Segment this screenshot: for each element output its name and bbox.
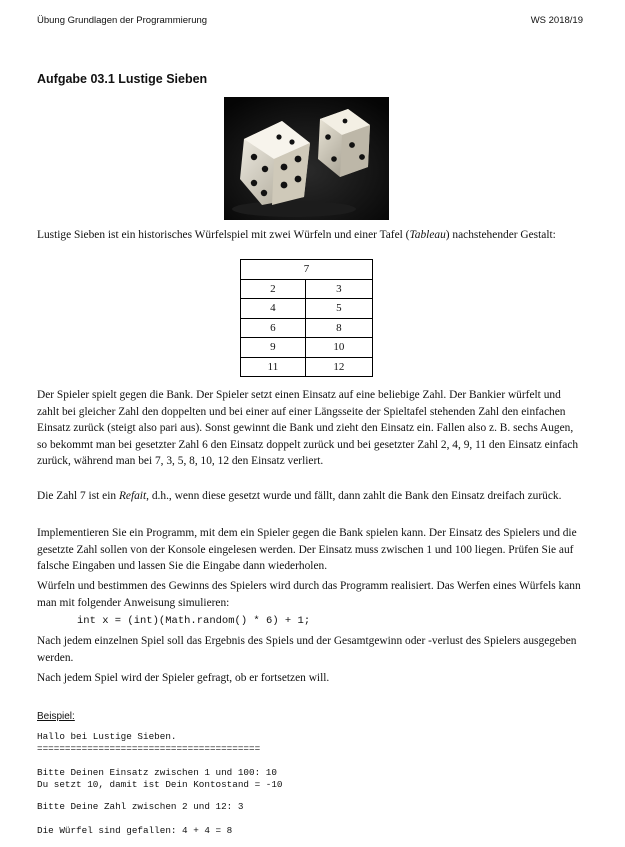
- intro-paragraph: Lustige Sieben ist ein historisches Würfelspiel mit zwei Würfeln und einer Tafel (Tableau) nachstehender Gestalt:: [37, 229, 556, 241]
- example-label: Beispiel:: [37, 711, 75, 722]
- tableau-cell: 4: [241, 299, 306, 319]
- tableau-top-row: [241, 260, 373, 280]
- console-line: Bitte Deine Zahl zwischen 2 und 12: 3: [37, 801, 244, 812]
- tableau-cell: 3: [305, 279, 372, 299]
- tableau-row: [241, 318, 373, 338]
- dice-image: [224, 97, 389, 220]
- task-title: Aufgabe 03.1 Lustige Sieben: [37, 72, 208, 86]
- console-line: Hallo bei Lustige Sieben.: [37, 731, 177, 742]
- tableau-table: [240, 259, 373, 377]
- code-snippet: int x = (int)(Math.random() * 6) + 1;: [77, 615, 311, 627]
- tableau-cell: 6: [241, 318, 306, 338]
- result-paragraph: Nach jedem einzelnen Spiel soll das Ergebnis des Spiels und der Gesamtgewinn oder -verlust des Spielers ausgegeben werden.: [37, 635, 577, 664]
- console-line: ========================================: [37, 743, 261, 754]
- console-line: Die Würfel sind gefallen: 4 + 4 = 8: [37, 825, 233, 836]
- tableau-row: [241, 338, 373, 358]
- rules-paragraph: Der Spieler spielt gegen die Bank. Der Spieler setzt einen Einsatz auf eine beliebige Zahl. Der Bankier würfelt und zahlt bei gleicher Zahl den doppelten und bei einer auf einer Längsseite der Spieltafel stehenden Zahl den einfachen Einsatz zurück (steigt also pari aus). Sonst gewinnt die Bank und zieht den Einsatz ein. Fallen also z. B. sechs Augen, so bekommt man bei gesetzter Zahl 6 den Einsatz doppelt zurück und bei gesetzter Zahl 2, 4, 9, 11 den Einsatz einfach zurück, während man bei 7, 3, 5, 8, 10, 12 den Einsatz verliert.: [37, 389, 579, 468]
- tableau-row: [241, 357, 373, 377]
- tableau-cell: 10: [305, 338, 372, 358]
- tableau-cell: 9: [241, 338, 306, 358]
- refait-paragraph: Die Zahl 7 ist ein Refait, d.h., wenn diese gesetzt wurde und fällt, dann zahlt die Bank den Einsatz dreifach zurück.: [37, 490, 562, 502]
- tableau-cell: 8: [305, 318, 372, 338]
- header-semester: WS 2018/19: [530, 15, 583, 26]
- tableau-cell: 5: [305, 299, 372, 319]
- tableau-cell: 2: [241, 279, 306, 299]
- console-line: Bitte Deinen Einsatz zwischen 1 und 100: 10: [37, 767, 277, 778]
- task-paragraph: Implementieren Sie ein Programm, mit dem ein Spieler gegen die Bank spielen kann. Der Einsatz des Spielers und die gesetzte Zahl sollen von der Konsole eingelesen werden. Der Einsatz muss zwischen 1 und 100 liegen. Prüfen Sie auf falsche Eingaben und lassen Sie die Eingabe dann wiederholen.: [37, 527, 577, 573]
- dice-photo: [224, 97, 389, 220]
- tableau-cell: 11: [241, 357, 306, 377]
- continue-paragraph: Nach jedem Spiel wird der Spieler gefragt, ob er fortsetzen will.: [37, 672, 330, 684]
- tableau-cell: 12: [305, 357, 372, 377]
- dice-roll-paragraph: Würfeln und bestimmen des Gewinns des Spielers wird durch das Programm realisiert. Das Werfen eines Würfels kann man mit folgender Anweisung simulieren:: [37, 580, 581, 609]
- header-course: Übung Grundlagen der Programmierung: [37, 15, 208, 26]
- tableau-row: [241, 279, 373, 299]
- tableau-cell-top: 7: [241, 260, 373, 280]
- tableau-row: [241, 299, 373, 319]
- console-line: Du setzt 10, damit ist Dein Kontostand = -10: [37, 779, 283, 790]
